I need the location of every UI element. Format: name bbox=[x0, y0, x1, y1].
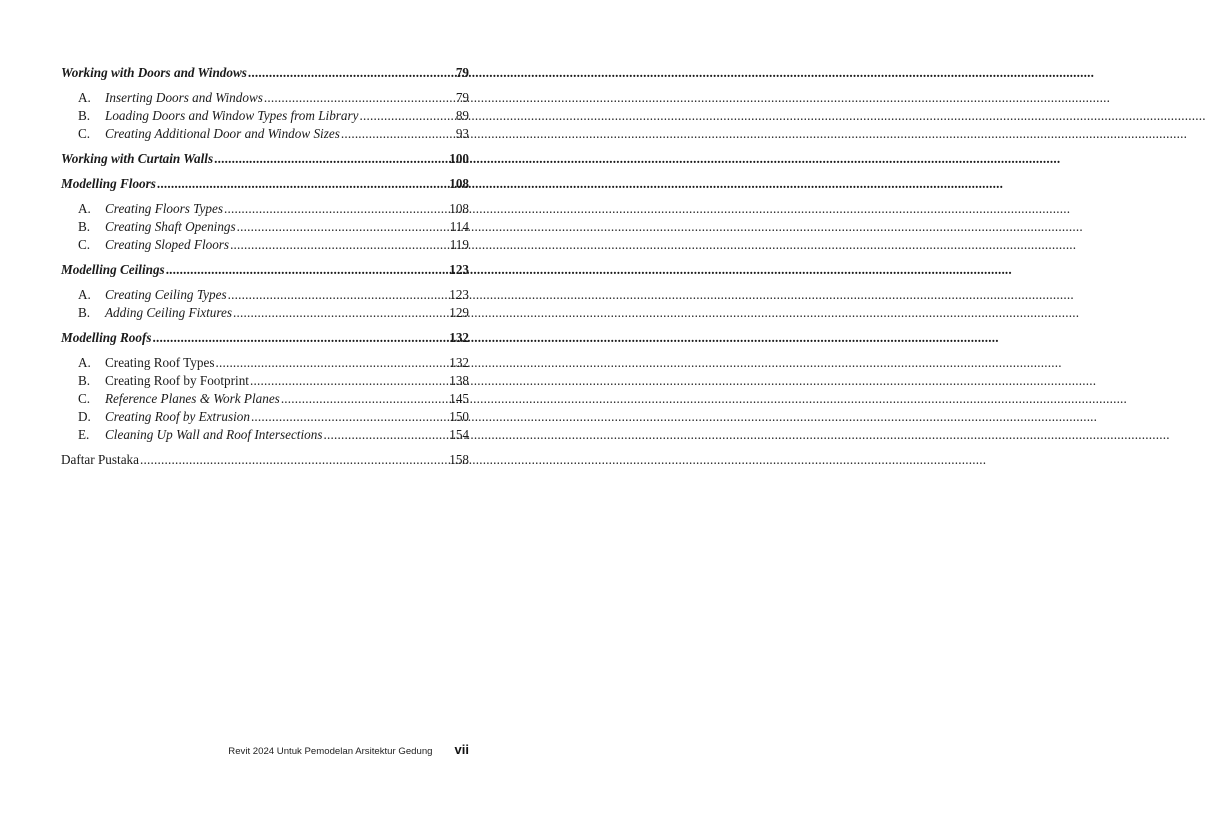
dot-leader bbox=[140, 451, 448, 469]
toc-page-number: 154 bbox=[449, 427, 469, 442]
toc-page-number: 138 bbox=[449, 373, 469, 388]
toc-item-title: Creating Roof by Extrusion bbox=[105, 409, 250, 424]
dot-leader bbox=[214, 150, 448, 168]
toc-item-letter: B. bbox=[78, 219, 91, 234]
toc-page-number: 79 bbox=[455, 90, 469, 105]
toc-page-number: 150 bbox=[449, 409, 469, 424]
toc-page-number: 119 bbox=[449, 237, 469, 252]
toc-item bbox=[61, 304, 469, 322]
toc-item-letter: A. bbox=[78, 201, 91, 216]
toc-chapter-title: Modelling Floors bbox=[61, 176, 156, 191]
toc-item-title: Creating Shaft Openings bbox=[105, 219, 236, 234]
toc-item-letter: C. bbox=[78, 126, 91, 141]
toc-item bbox=[61, 236, 469, 254]
dot-leader bbox=[250, 372, 448, 390]
dot-leader bbox=[224, 200, 448, 218]
toc-page-number: 145 bbox=[449, 391, 469, 406]
toc-item-letter: A. bbox=[78, 287, 91, 302]
toc-page-number: 129 bbox=[449, 305, 469, 320]
toc-item bbox=[61, 372, 469, 390]
dot-leader bbox=[264, 89, 455, 107]
toc-page-number: 158 bbox=[449, 452, 469, 467]
dot-leader bbox=[360, 107, 455, 125]
dot-leader bbox=[251, 408, 448, 426]
toc-chapter-title: Working with Curtain Walls bbox=[61, 151, 214, 166]
toc-bibliography-title: Daftar Pustaka bbox=[61, 452, 139, 467]
toc-item bbox=[61, 107, 469, 125]
dot-leader bbox=[281, 390, 448, 408]
dot-leader bbox=[341, 125, 455, 143]
toc-chapter bbox=[61, 329, 469, 347]
toc-item bbox=[61, 354, 469, 372]
toc-item-letter: C. bbox=[78, 237, 91, 252]
toc-item-letter: C. bbox=[78, 391, 91, 406]
toc-item-letter: B. bbox=[78, 305, 91, 320]
toc-page-number: 132 bbox=[449, 355, 469, 370]
toc-chapter bbox=[61, 261, 469, 279]
toc-page-number: 108 bbox=[449, 201, 469, 216]
footer-book-title: Revit 2024 Untuk Pemodelan Arsitektur Gedung bbox=[228, 746, 433, 757]
toc-chapter-title: Modelling Ceilings bbox=[61, 262, 165, 277]
toc-bibliography bbox=[61, 451, 469, 469]
dot-leader bbox=[230, 236, 449, 254]
toc-page-number: 79 bbox=[455, 65, 469, 80]
page-footer bbox=[61, 742, 469, 757]
toc-item bbox=[61, 286, 469, 304]
table-of-contents bbox=[61, 64, 469, 469]
dot-leader bbox=[215, 354, 448, 372]
toc-item bbox=[61, 89, 469, 107]
toc-item-title: Creating Roof Types bbox=[105, 355, 215, 370]
toc-item bbox=[61, 408, 469, 426]
toc-item bbox=[61, 426, 469, 444]
toc-page-number: 89 bbox=[455, 108, 469, 123]
dot-leader bbox=[153, 329, 449, 347]
footer-page-number: vii bbox=[454, 742, 469, 757]
toc-chapter-title: Modelling Roofs bbox=[61, 330, 152, 345]
toc-page-number: 123 bbox=[449, 287, 469, 302]
toc-item-title: Creating Ceiling Types bbox=[105, 287, 227, 302]
toc-chapter bbox=[61, 150, 469, 168]
toc-page-number: 100 bbox=[449, 151, 469, 166]
toc-item-letter: D. bbox=[78, 409, 91, 424]
dot-leader bbox=[233, 304, 448, 322]
toc-page-number: 108 bbox=[449, 176, 469, 191]
toc-item-title: Loading Doors and Window Types from Library bbox=[105, 108, 359, 123]
dot-leader bbox=[248, 64, 455, 82]
toc-item-title: Cleaning Up Wall and Roof Intersections bbox=[105, 427, 323, 442]
toc-item-letter: E. bbox=[78, 427, 90, 442]
toc-page-number: 93 bbox=[455, 126, 469, 141]
toc-page-number: 132 bbox=[449, 330, 469, 345]
toc-page-number: 123 bbox=[449, 262, 469, 277]
toc-item-title: Reference Planes & Work Planes bbox=[105, 391, 280, 406]
toc-item-title: Creating Sloped Floors bbox=[105, 237, 230, 252]
dot-leader bbox=[237, 218, 449, 236]
toc-chapter bbox=[61, 64, 469, 82]
dot-leader bbox=[157, 175, 448, 193]
toc-item-title: Creating Roof by Footprint bbox=[105, 373, 249, 388]
toc-page-number: 114 bbox=[449, 219, 469, 234]
toc-item bbox=[61, 390, 469, 408]
dot-leader bbox=[323, 426, 448, 444]
toc-chapter bbox=[61, 175, 469, 193]
dot-leader bbox=[228, 286, 449, 304]
toc-item-letter: A. bbox=[78, 355, 91, 370]
toc-item-letter: B. bbox=[78, 373, 91, 388]
toc-item bbox=[61, 125, 469, 143]
toc-item-title: Creating Floors Types bbox=[105, 201, 223, 216]
toc-item-letter: A. bbox=[78, 90, 91, 105]
toc-item bbox=[61, 218, 469, 236]
toc-item bbox=[61, 200, 469, 218]
dot-leader bbox=[166, 261, 449, 279]
toc-item-title: Creating Additional Door and Window Sizes bbox=[105, 126, 340, 141]
toc-item-letter: B. bbox=[78, 108, 91, 123]
toc-item-title: Adding Ceiling Fixtures bbox=[105, 305, 232, 320]
toc-chapter-title: Working with Doors and Windows bbox=[61, 65, 247, 80]
toc-item-title: Inserting Doors and Windows bbox=[105, 90, 263, 105]
